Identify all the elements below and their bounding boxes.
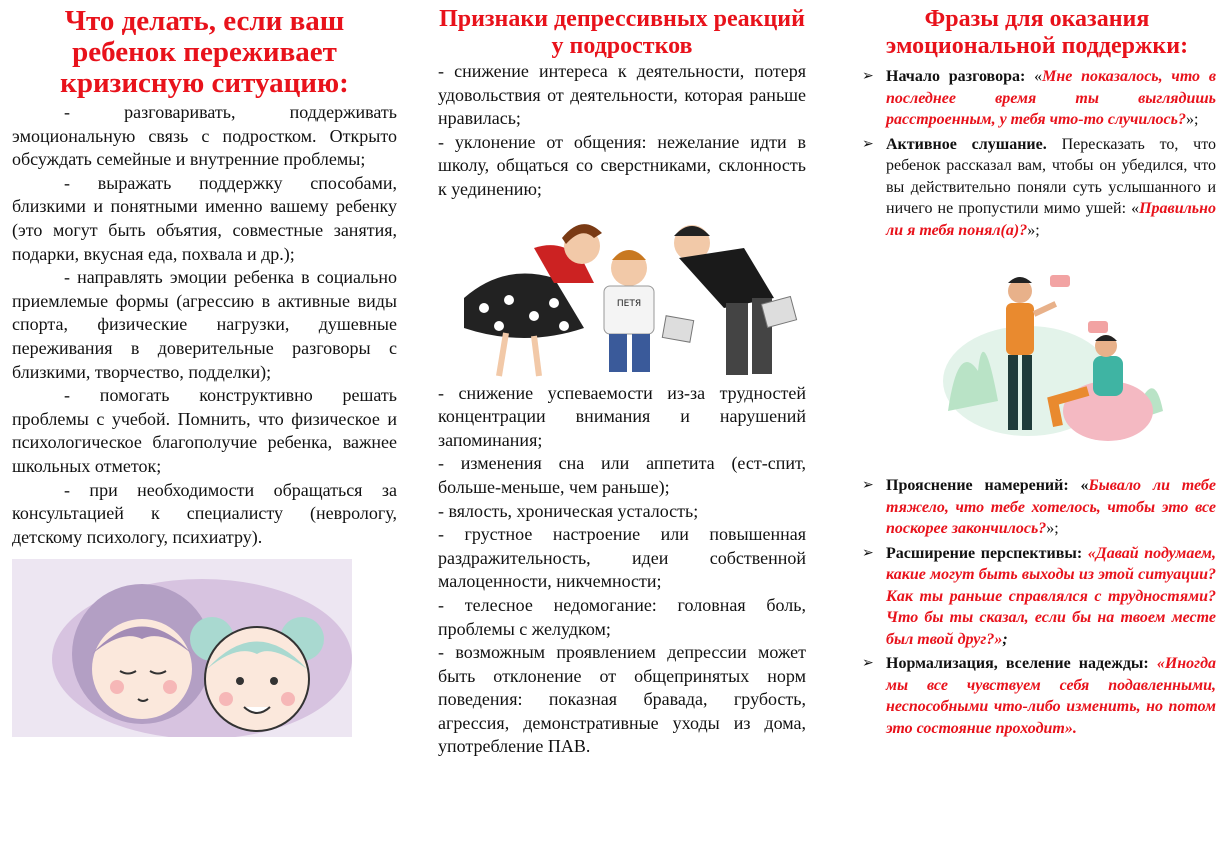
arrow-bullet-icon: ➢ xyxy=(862,655,874,671)
arrow-bullet-icon: ➢ xyxy=(862,135,874,152)
sign-item: - возможным проявлением депрессии может быть отклонение от общепринятых норм поведения: показная бравада, грубость, агрессия, демонстративные уходы из дома, употребление ПАВ. xyxy=(438,642,806,757)
crisis-action: - выражать поддержку способами, близкими и понятными именно вашему ребенку (это могут быть объятия, совместные занятия, подарки, вкусная еда, похвала и др.); xyxy=(12,172,397,264)
sign-item: - снижение успеваемости из-за трудностей концентрации внимания и нарушений запоминания; xyxy=(438,382,806,450)
conversation-illustration xyxy=(938,261,1168,451)
sign-item: - уклонение от общения: нежелание идти в школу, общаться со сверстниками, склонность к уединению; xyxy=(438,131,806,199)
support-phrase-item: ➢ Нормализация, вселение надежды: «Иногда мы все чувствуем себя подавленными, неспособными что-либо изменить, но потом это состояние проходит». xyxy=(862,655,1217,737)
column-crisis-actions xyxy=(12,6,397,737)
mother-daughter-illustration xyxy=(12,559,352,737)
support-phrase-item: ➢ Активное слушание. Пересказать то, что ребенок рассказал вам, чтобы он убедился, что вы действительно поняли суть услышанного и ничего не пропустили мимо ушей: «Правильно ли я тебя понял(а)?»; xyxy=(862,135,1217,239)
sign-item: - телесное недомогание: головная боль, проблемы с желудком; xyxy=(438,594,806,639)
sign-item: - вялость, хроническая усталость; xyxy=(438,500,699,521)
arrow-bullet-icon: ➢ xyxy=(862,544,874,561)
column-support-phrases xyxy=(858,6,1216,742)
crisis-actions-list xyxy=(12,101,397,549)
crisis-action: - при необходимости обращаться за консультацией к специалисту (неврологу, детскому психологу, психиатру). xyxy=(12,479,397,547)
arrow-bullet-icon: ➢ xyxy=(862,477,874,493)
crisis-action: - помогать конструктивно решать проблемы с учебой. Помнить, что физическое и психологическое благополучие ребенка, важнее школьных отметок; xyxy=(12,385,397,476)
crisis-action: - разговаривать, поддерживать эмоциональную связь с подростком. Открыто обсуждать семейные и внутренние проблемы; xyxy=(12,102,397,170)
sign-item: - изменения сна или аппетита (ест-спит, больше-меньше, чем раньше); xyxy=(438,453,806,497)
shirt-name-text: ПЕТЯ xyxy=(616,298,642,309)
arrow-bullet-icon: ➢ xyxy=(862,68,874,84)
support-phrase-item: ➢ Расширение перспективы: «Давай подумаем, какие могут быть выходы из этой ситуации? Как ты раньше справлялся с трудностями? Что бы ты сказал, если бы на твоем месте был твой друг?»; xyxy=(862,544,1217,648)
signs-title: Признаки депрессивных реакций у подростков xyxy=(439,6,805,59)
support-phrase-item: ➢ Прояснение намерений: «Бывало ли тебе тяжело, что тебе хотелось, чтобы это все поскорее закончилось?»; xyxy=(862,477,1216,537)
column-depression-signs xyxy=(438,6,806,759)
phrases-title: Фразы для оказания эмоциональной поддержки: xyxy=(885,6,1189,59)
sign-item: - снижение интереса к деятельности, потеря удовольствия от деятельности, которая раньше нравилась; xyxy=(438,61,806,129)
support-phrases-list-bottom xyxy=(858,475,1216,739)
crisis-action: - направлять эмоции ребенка в социально приемлемые формы (агрессию в активные виды спорта, физические нагрузки, душевные переживания в доверительные разговоры с близкими, творчество, подделки); xyxy=(12,267,397,382)
sign-item: - грустное настроение или повышенная раздражительность, идеи собственной малоценности, никчемности; xyxy=(438,524,806,592)
support-phrases-list-top xyxy=(858,66,1216,241)
arguing-parents-illustration xyxy=(444,208,806,378)
crisis-title: Что делать, если ваш ребенок переживает кризисную ситуацию: xyxy=(60,5,349,99)
support-phrase-item: ➢ Начало разговора: «Мне показалось, что в последнее время ты выглядишь расстроенным, у тебя что-то случилось?»; xyxy=(862,68,1217,128)
signs-list xyxy=(438,60,806,759)
